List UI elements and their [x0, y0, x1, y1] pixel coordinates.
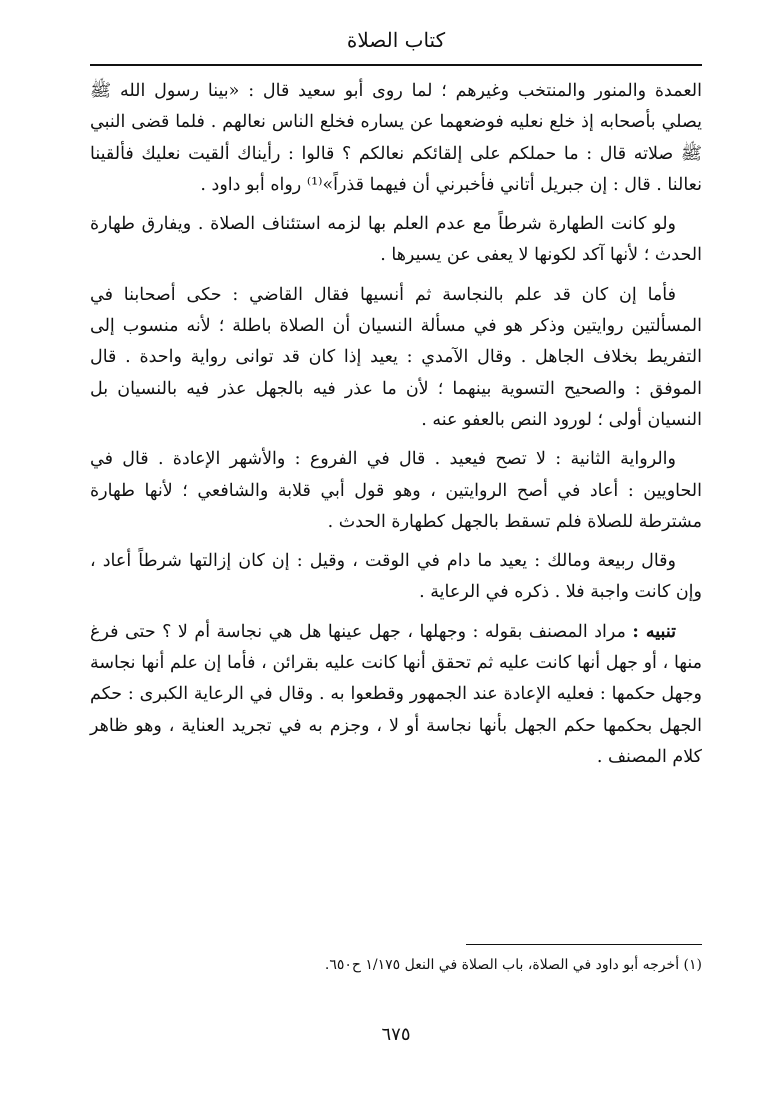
- footnote: (١) أخرجه أبو داود في الصلاة، باب الصلاة في النعل ١/١٧٥ ح٦٥٠.: [324, 957, 702, 973]
- note-text: مراد المصنف بقوله : وجهلها ، جهل عينها هل هي نجاسة أم لا ؟ حتى فرغ منها ، أو جهل أنها كانت عليه ثم تحقق أنها كانت عليه بقرائن ، فأما إن علم أنها نجاسة وجهل حكمها : فعليه الإعادة عند الجمهور وقطعوا به . وقال في الرعاية الكبرى : حكم الجهل بحكمها حكم الجهل بأنها نجاسة أو لا ، وجزم به في تجريد العناية ، وهو ظاهر كلام المصنف .: [90, 621, 702, 767]
- paragraph-1: العمدة والمنور والمنتخب وغيرهم ؛ لما روى أبو سعيد قال : «بينا رسول الله ﷺ يصلي بأصحابه إذ خلع نعليه فوضعهما عن يساره فخلع الناس نعالهم . فلما قضى النبي ﷺ صلاته قال : ما حملكم على إلقائكم نعالكم ؟ قالوا : رأيناك ألقيت نعليك فألقينا نعالنا . قال : إن جبريل أتاني فأخبرني أن فيهما قذراً»⁽¹⁾ رواه أبو داود .: [90, 81, 702, 195]
- main-text: [90, 76, 702, 781]
- note-label: تنبيه :: [632, 621, 676, 642]
- page-header-title: كتاب الصلاة: [346, 28, 446, 52]
- paragraph-5: وقال ربيعة ومالك : يعيد ما دام في الوقت ، وقيل : إن كان إزالتها شرطاً أعاد ، وإن كانت واجبة فلا . ذكره في الرعاية .: [90, 551, 702, 603]
- paragraph-3: فأما إن كان قد علم بالنجاسة ثم أنسيها فقال القاضي : حكى أصحابنا في المسألتين روايتين وذكر هو في مسألة النسيان أن الصلاة باطلة ؛ لأنه منسوب إلى التفريط بخلاف الجاهل . وقال الآمدي : يعيد إذا كان قد توانى رواية واحدة . قال الموفق : والصحيح التسوية بينهما ؛ لأن ما عذر فيه بالجهل عذر فيه بالنسيان بل النسيان أولى ؛ لورود النص بالعفو عنه .: [90, 284, 702, 430]
- page-number: ٦٧٥: [381, 1024, 411, 1045]
- paragraph-4: والرواية الثانية : لا تصح فيعيد . قال في الفروع : والأشهر الإعادة . قال في الحاويين : أعاد في أصح الروايتين ، وهو قول أبي قلابة والشافعي ؛ لأنها طهارة مشترطة للصلاة فلم تسقط بالجهل كطهارة الحدث .: [90, 449, 702, 532]
- header-divider: [90, 64, 702, 66]
- paragraph-6: [90, 617, 702, 773]
- footnote-divider: [466, 944, 702, 945]
- paragraph-2: ولو كانت الطهارة شرطاً مع عدم العلم بها لزمه استئناف الصلاة . ويفارق طهارة الحدث ؛ لأنها آكد لكونها لا يعفى عن يسيرها .: [90, 214, 702, 266]
